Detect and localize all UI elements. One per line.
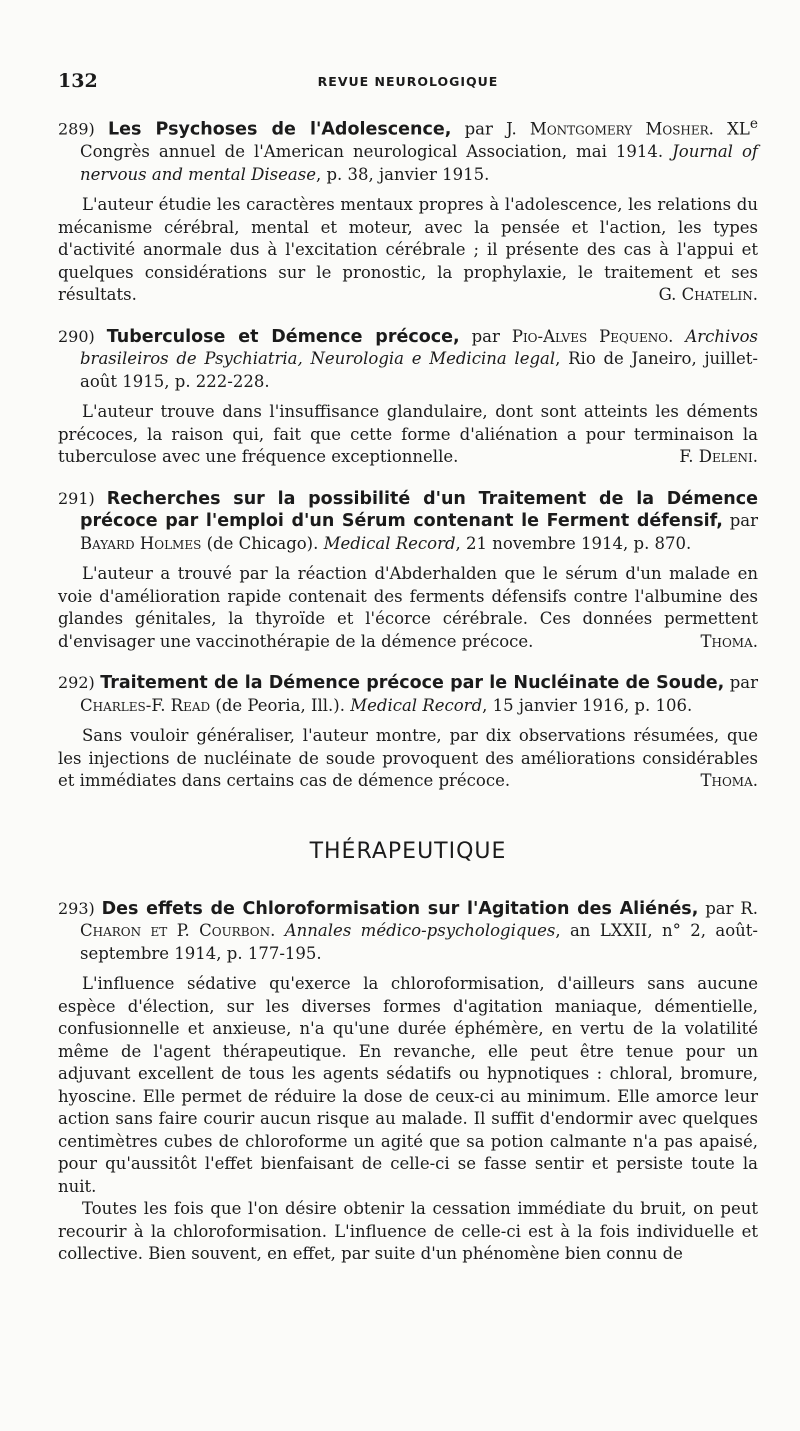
entry-title: Recherches sur la possibilité d'un Traitement de la Démence précoce par l'emploi d'un Sérum contenant le Ferment défensif, [80, 488, 758, 531]
entry-journal: Medical Record [350, 695, 483, 715]
entry-number: 293) [58, 898, 95, 918]
review-entry [58, 898, 758, 1266]
entry-title: Tuberculose et Démence précoce, [106, 326, 460, 347]
entry-connector: par [451, 119, 507, 139]
page-number: 132 [58, 70, 98, 92]
entry-author: J. Montgomery Mosher [506, 119, 709, 139]
running-head [58, 70, 758, 94]
entry-text: (de Peoria, Ill.). [210, 695, 351, 715]
reviewer-name: F. Deleni. [679, 447, 758, 466]
entry-author: Charles-F. Read [80, 695, 211, 715]
entry-number: 289) [58, 119, 95, 139]
section-heading: THÉRAPEUTIQUE [309, 838, 507, 864]
body-paragraph: L'influence sédative qu'exerce la chloroformisation, d'ailleurs sans aucune espèce d'élection, sur les diverses formes d'agitation maniaque, démentielle, confusionnelle et anxieuse, n'a qu'une durée éphémère, en vertu de la volatilité même de l'agent thérapeutique. En revanche, elle peut être tenue pour un adjuvant excellent de tous les agents sédatifs ou hypnotiques : chloral, bromure, hyoscine. Elle permet de réduire la dose de ceux-ci au minimum. Elle amorce leur action sans faire courir aucun risque au malade. Il suffit d'endormir avec quelques centimètres cubes de chloroforme un agité que sa potion calmante n'a pas apaisé, pour qu'aussitôt l'effet bienfaisant de celle-ci se fasse sentir et persiste toute la nuit. [58, 974, 758, 1196]
entry-text: (de Chicago). [201, 533, 324, 553]
entry-author: Pio-Alves Pequeno [511, 326, 669, 346]
entry-author: Bayard Holmes [80, 533, 202, 553]
entry-number: 290) [58, 326, 95, 346]
entry-citation: , Rio de Janeiro, juillet-août 1915, p. 222-228. [80, 349, 758, 391]
entry-title: Les Psychoses de l'Adolescence, [108, 119, 452, 140]
entry-number: 291) [58, 488, 95, 508]
entry-number: 292) [58, 673, 95, 692]
entry-author: R. Charon et P. Courbon [80, 898, 759, 940]
entry-abstract [58, 725, 758, 793]
entry-journal: Journal of nervous and mental Disease [80, 142, 758, 184]
review-entry [58, 672, 758, 793]
entry-heading [58, 488, 758, 556]
abstract-text: Sans vouloir généraliser, l'auteur montre, par dix observations résumées, que les injections de nucléinate de soude provoquent des améliorations considérables et immédiates dans certains cas de démence précoce. [58, 726, 758, 790]
entry-heading [58, 113, 758, 186]
entry-abstract [58, 194, 758, 307]
entry-text: . [270, 921, 285, 940]
review-entry [58, 326, 758, 469]
entry-reference: Congrès annuel de l'American neurological Association, mai 1914. [80, 142, 673, 161]
entry-heading [58, 898, 758, 966]
review-entry [58, 488, 758, 654]
entry-abstract [58, 401, 758, 469]
entry-connector: par [722, 511, 758, 530]
entry-citation: , p. 38, janvier 1915. [315, 164, 490, 184]
abstract-text: L'auteur étudie les caractères mentaux propres à l'adolescence, les relations du mécanisme cérébral, mental et moteur, avec la pensée et l'action, les types d'activité anormale dus à l'excitation cérébrale ; il présente des cas à l'appui et quelques considérations sur le pronostic, la prophylaxie, le traitement et ses résultats. [58, 195, 758, 304]
entry-title: Des effets de Chloroformisation sur l'Agitation des Aliénés, [101, 898, 699, 919]
entry-heading [58, 326, 758, 394]
entry-heading [58, 672, 758, 717]
entry-journal: Annales médico-psychologiques [284, 921, 556, 940]
entry-citation: , 21 novembre 1914, p. 870. [455, 533, 692, 553]
entry-superscript: e [749, 116, 758, 132]
entry-connector: par [459, 326, 512, 346]
body-paragraph: Toutes les fois que l'on désire obtenir la cessation immédiate du bruit, on peut recourir à la chloroformisation. L'influence de celle-ci est à la fois individuelle et collective. Bien souvent, en effet, par suite d'un phénomène bien connu de [58, 1199, 758, 1263]
entry-connector: par [724, 673, 758, 692]
entry-connector: par [698, 898, 741, 918]
reviewer-name: G. Chatelin. [658, 285, 758, 304]
reviewer-name: Thoma. [700, 631, 758, 651]
entry-title: Traitement de la Démence précoce par le Nucléinate de Soude, [100, 673, 725, 693]
entry-citation: , an LXXII, n° 2, août-septembre 1914, p. 177-195. [80, 921, 758, 963]
entry-journal: Archivos brasileiros de Psychiatria, Neurologia e Medicina legal [80, 326, 758, 368]
entry-text: . XL [708, 119, 750, 139]
abstract-text: L'auteur trouve dans l'insuffisance glandulaire, dont sont atteints les déments précoces, la raison qui, fait que cette forme d'aliénation a pour terminaison la tuberculose avec une fréquence exceptionnelle. [58, 402, 758, 466]
journal-title: REVUE NEUROLOGIQUE [317, 74, 499, 89]
reviewer-name: Thoma. [700, 771, 758, 790]
entry-citation: , 15 janvier 1916, p. 106. [482, 695, 693, 715]
entry-journal: Medical Record [323, 533, 456, 553]
entry-text: . [668, 326, 686, 346]
review-entry [58, 113, 758, 307]
entry-abstract [58, 563, 758, 653]
abstract-text: L'auteur a trouvé par la réaction d'Abderhalden que le sérum d'un malade en voie d'amélioration rapide contenait des ferments défensifs contre l'albumine des glandes génitales, la thyroïde et l'écorce cérébrale. Ces données permettent d'envisager une vaccinothérapie de la démence précoce. [58, 564, 758, 651]
page-content [58, 113, 758, 1285]
